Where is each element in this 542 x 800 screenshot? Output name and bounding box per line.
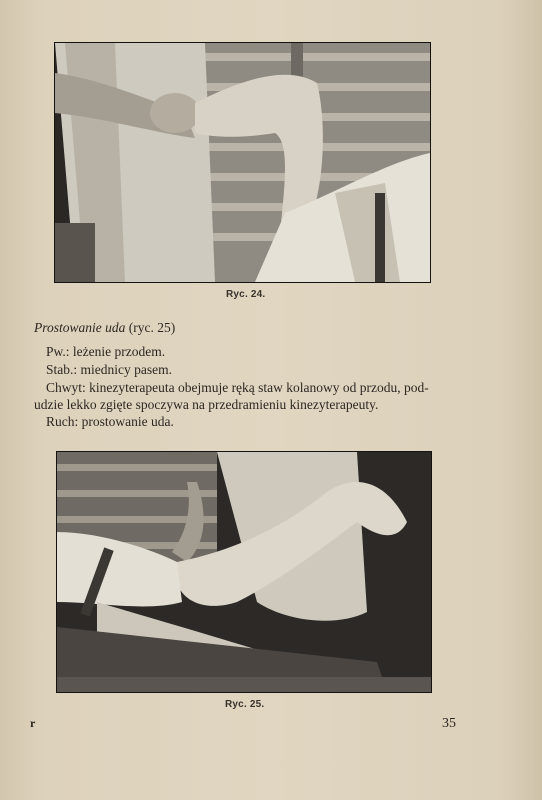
body-line-stabilization: Stab.: miednicy pasem. xyxy=(46,362,172,377)
body-line-position: Pw.: leżenie przodem. xyxy=(46,344,166,359)
section-title: Prostowanie uda xyxy=(34,320,126,335)
footer-mark: r xyxy=(30,716,36,730)
figure-25-caption: Ryc. 25. xyxy=(225,699,265,710)
figure-24-photo xyxy=(54,42,431,283)
body-line-grip-continued: udzie lekko zgięte spoczywa na przedramieniu kinezyterapeuty. xyxy=(34,397,379,412)
section-heading xyxy=(34,320,175,336)
figure-24-caption: Ryc. 24. xyxy=(226,289,266,300)
figure-24-image xyxy=(55,43,430,282)
body-line-grip: Chwyt: kinezyterapeuta obejmuje ręką staw kolanowy od przodu, pod- xyxy=(46,380,429,395)
section-figure-ref: (ryc. 25) xyxy=(125,320,176,335)
figure-25-image xyxy=(57,452,431,692)
page-number: 35 xyxy=(442,716,456,731)
figure-25-photo xyxy=(56,451,432,693)
body-line-movement: Ruch: prostowanie uda. xyxy=(46,414,174,429)
